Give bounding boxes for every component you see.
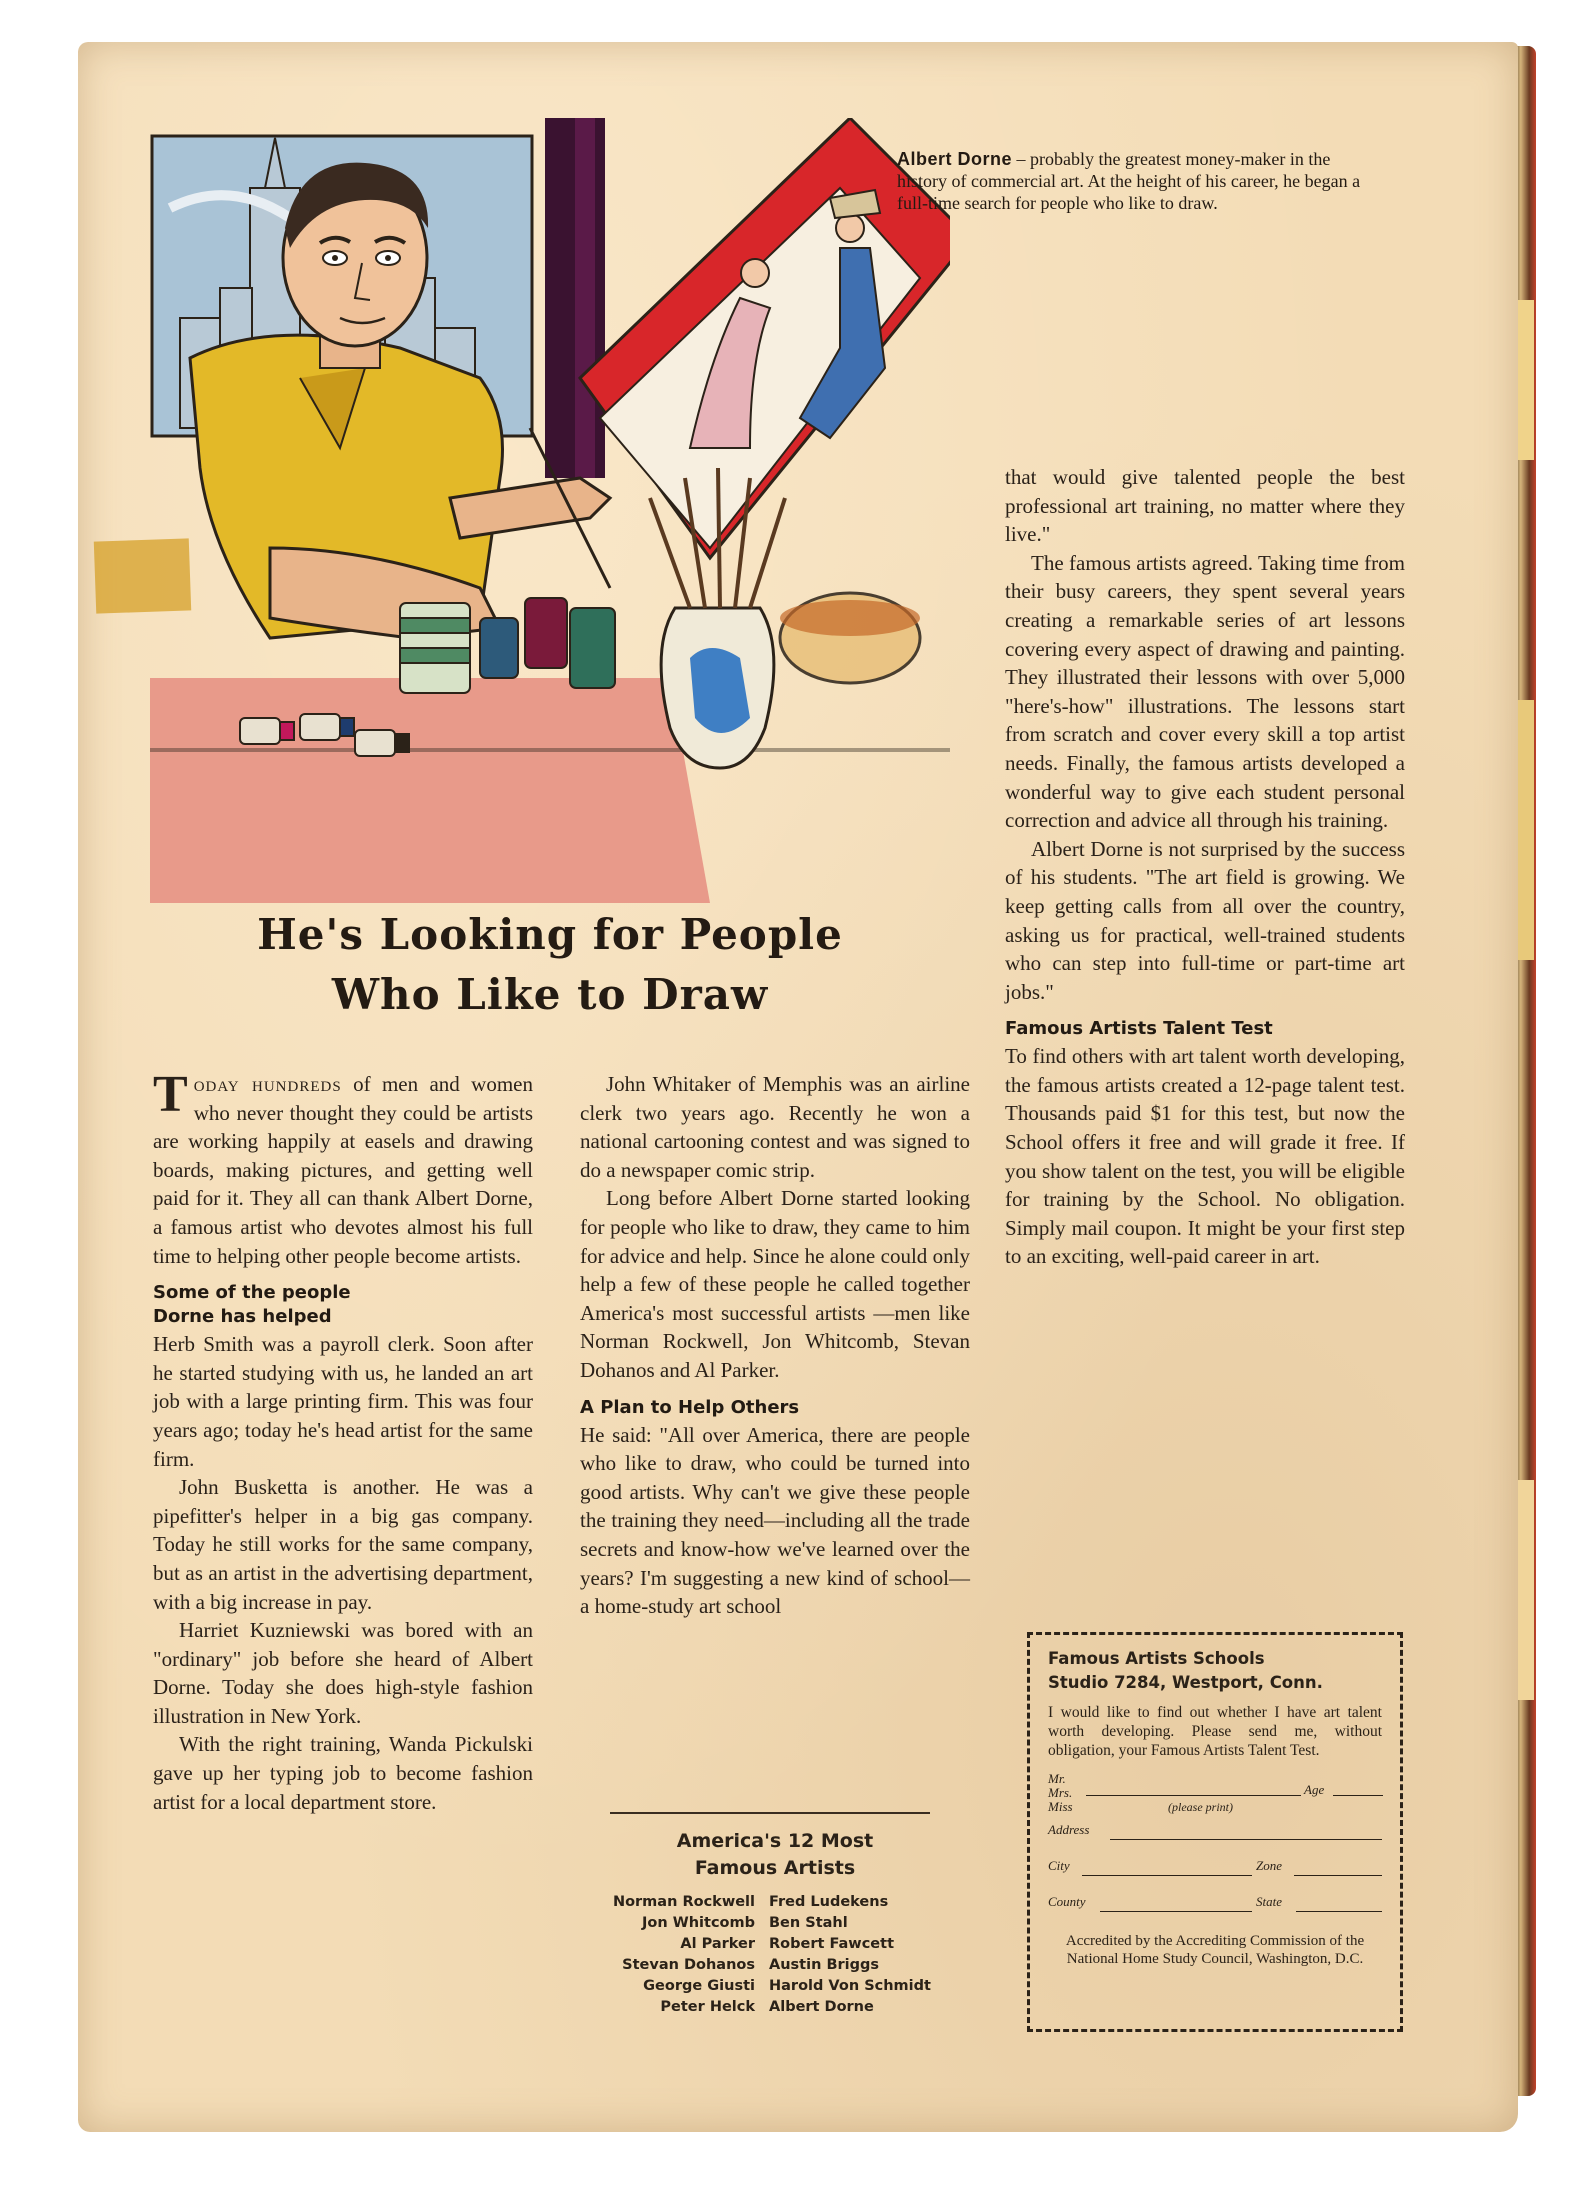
paragraph: He said: "All over America, there are people who like to draw, who could be turned into good artists. Why can't we give these people the training they need—including all the trade secrets and know-how we've learned over the years? I'm suggesting a new kind of school—a home-study art school <box>580 1422 970 1619</box>
artists-title-line-1: America's 12 Most <box>676 1830 874 1852</box>
paragraph: Herb Smith was a payroll clerk. Soon after he started studying with us, he landed an art job with a large printing firm. This was four years ago; today he's head artist for the same firm. <box>153 1332 533 1471</box>
county-label: County <box>1048 1894 1086 1909</box>
headline-line-1: He's Looking for People <box>257 910 843 959</box>
artist-name: Norman Rockwell <box>612 1894 755 1910</box>
subhead-line-2: Dorne has helped <box>153 1306 332 1328</box>
article-column-1 <box>153 1066 533 1816</box>
desk <box>150 678 710 903</box>
artist-name: Robert Fawcett <box>769 1936 894 1952</box>
artists-list <box>575 1892 985 2018</box>
subhead-talent-test: Famous Artists Talent Test <box>1005 1018 1273 1040</box>
artist-name: Harold Von Schmidt <box>769 1978 931 1994</box>
article-column-3 <box>1005 463 1405 1271</box>
artist-name: Stevan Dohanos <box>622 1957 755 1973</box>
paragraph: Long before Albert Dorne started looking for people who like to draw, they came to him for advice and help. Since he alone could only help a few of these people he called together America's most successful artists —men like Norman Rockwell, Jon Whitcomb, Stevan Dohanos and Al Parker. <box>580 1186 970 1382</box>
illustration-caption <box>897 148 1367 214</box>
coupon-header <box>1048 1647 1382 1695</box>
paragraph: With the right training, Wanda Pickulski gave up her typing job to become fashion artist for a local department store. <box>153 1732 533 1814</box>
paragraph: Harriet Kuzniewski was bored with an "ordinary" job before she heard of Albert Dorne. Today she does high-style fashion illustration in New York. <box>153 1618 533 1728</box>
city-zone-field[interactable] <box>1048 1858 1382 1878</box>
article-column-2 <box>580 1070 970 1621</box>
subhead-plan: A Plan to Help Others <box>580 1396 800 1418</box>
headline-line-2: Who Like to Draw <box>331 970 769 1019</box>
albert-dorne-illustration <box>150 118 950 903</box>
salutation-labels <box>1048 1772 1073 1814</box>
state-line[interactable] <box>1296 1911 1382 1912</box>
coupon-address: Studio 7284, Westport, Conn. <box>1048 1673 1323 1692</box>
artist-name: Jon Whitcomb <box>642 1915 755 1931</box>
age-label: Age <box>1304 1782 1325 1797</box>
caption-name: Albert Dorne <box>897 149 1013 169</box>
paragraph: that would give talented people the best professional art training, no matter where they live." <box>1005 465 1405 547</box>
county-line[interactable] <box>1100 1911 1252 1912</box>
zone-label: Zone <box>1256 1858 1282 1873</box>
drop-cap: T <box>153 1066 188 1123</box>
coupon-school-name: Famous Artists Schools <box>1048 1649 1265 1668</box>
age-line[interactable] <box>1333 1795 1383 1796</box>
zone-line[interactable] <box>1294 1875 1382 1876</box>
paragraph: The famous artists agreed. Taking time from their busy careers, they spent several years creating a remarkable series of art lessons covering every aspect of drawing and painting. They illustrated their lessons with over 5,000 "here's-how" illustrations. The lessons start from scratch and cover every skill a top artist needs. Finally, the famous artists developed a wonderful way to give each student personal correction and advice all through his training. <box>1005 550 1405 833</box>
paragraph: Albert Dorne is not surprised by the success of his students. "The art field is growing. We keep getting calls from all over the country, asking us for practical, well-trained students who can step into full-time or part-time art jobs." <box>1005 836 1405 1004</box>
artist-name: Albert Dorne <box>769 1999 874 2015</box>
address-field[interactable] <box>1048 1822 1382 1842</box>
name-line[interactable] <box>1086 1795 1301 1796</box>
coupon-body: I would like to find out whether I have art talent worth developing. Please send me, without obligation, your Famous Artists Talent Test. <box>1048 1704 1382 1759</box>
artist-name: Peter Helck <box>660 1999 755 2015</box>
city-label: City <box>1048 1858 1070 1873</box>
state-label: State <box>1256 1894 1282 1909</box>
intro-paragraph <box>153 1066 533 1270</box>
intro-text: of men and women who never thought they could be artists are working happily at easels and drawing boards, making pictures, and getting well paid for it. They all can thank Albert Dorne, a famous artist who devotes almost his full time to helping other people become artists. <box>153 1072 533 1268</box>
divider-rule <box>610 1812 930 1814</box>
artist-name: Fred Ludekens <box>769 1894 889 1910</box>
city-line[interactable] <box>1082 1875 1252 1876</box>
name-age-field[interactable] <box>1048 1772 1382 1818</box>
caption-text: – probably the greatest money-maker in the history of commercial art. At the height of his career, he began a full-time search for people who like to draw. <box>897 149 1361 213</box>
headline <box>150 905 950 1025</box>
mail-coupon[interactable] <box>1027 1632 1403 2032</box>
paragraph: John Whitaker of Memphis was an airline clerk two years ago. Recently he won a national cartooning contest and was signed to do a newspaper comic strip. <box>580 1072 970 1182</box>
print-hint: (please print) <box>1168 1800 1233 1814</box>
county-state-field[interactable] <box>1048 1894 1382 1914</box>
mr-label: Mr. <box>1048 1771 1066 1786</box>
address-line[interactable] <box>1110 1839 1382 1840</box>
artist-name: Austin Briggs <box>769 1957 880 1973</box>
artists-list-title <box>580 1828 970 1882</box>
intro-small-caps: oday hundreds <box>193 1072 342 1096</box>
subhead-line-1: Some of the people <box>153 1282 351 1304</box>
address-label: Address <box>1048 1822 1090 1837</box>
accreditation-note: Accredited by the Accrediting Commission of the National Home Study Council, Washington, D.C. <box>1065 1933 1365 1967</box>
mrs-label: Mrs. <box>1048 1785 1073 1800</box>
miss-label: Miss <box>1048 1799 1073 1814</box>
tape-stain <box>94 538 191 613</box>
artist-name: Al Parker <box>680 1936 755 1952</box>
artist-name: George Giusti <box>643 1978 755 1994</box>
paragraph: To find others with art talent worth developing, the famous artists created a 12-page talent test. Thousands paid $1 for this test, but now the School offers it free and will grade it free. If you show talent on the test, you will be eligible for training by the School. No obligation. Simply mail coupon. It might be your first step to an exciting, well-paid career in art. <box>1005 1044 1405 1269</box>
artist-name: Ben Stahl <box>769 1915 848 1931</box>
artists-title-line-2: Famous Artists <box>694 1857 856 1879</box>
subhead-people-helped <box>153 1280 533 1330</box>
paragraph: John Busketta is another. He was a pipefitter's helper in a big gas company. Today he still works for the same company, but as an artist in the advertising department, with a big increase in pay. <box>153 1475 533 1614</box>
